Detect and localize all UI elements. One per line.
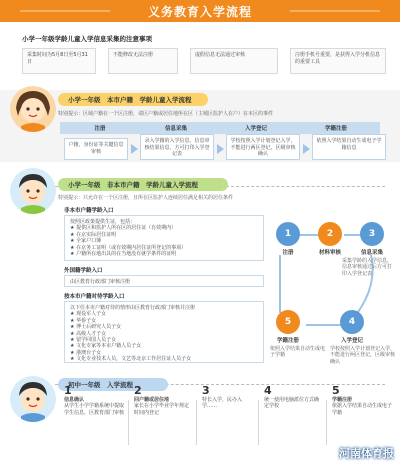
step-separator [128,400,129,445]
junior-step [202,384,254,410]
junior-step-number: 5 [332,384,340,397]
cycle-note: 依照入学结果自动生成电子学籍 [270,346,326,359]
step-label: 注册 [94,126,106,132]
flow-arrow-icon [131,144,138,154]
notes-row [0,48,400,76]
page-title: 义务教育入学流程 [147,5,252,19]
note-item: 不能修改无法注册 [108,48,178,74]
panel-line: ★ 户籍所在地出具的在当地没有就学条件的证明 [70,251,177,258]
junior-step-title: 学籍注册 [332,396,353,403]
junior-step-text: 家长在小学毕业学年规定时间内登记 [134,403,190,416]
panel-line: ★ 高级人才子女 [70,330,107,337]
junior-step-number: 3 [202,384,210,397]
junior-step-text: 依据入学结果自动生成电子学籍 [332,403,393,416]
flow-step-box: 户籍，身份证等关键信息审核 [64,138,128,160]
flow-step-box: 录入学籍的入学信息，信息审核结果信息，方可打印入学登记表 [140,134,214,160]
title-bar [0,0,400,22]
step-label: 学籍注册 [324,126,347,132]
panel-line: ★ 全家户口簿 [70,238,102,245]
hmt-entry-panel [64,301,264,363]
cycle-step-label: 学籍注册 [276,338,299,344]
junior-step [134,384,192,416]
cycle-step-label: 注册 [282,250,294,256]
junior-step-title: 信息确认 [64,396,85,403]
girl-avatar-icon [10,86,56,132]
panel-line: 由区教育行政部门审核注册 [70,279,131,285]
note-item: 虚假信息无法通过审核 [190,48,278,74]
panel-line: ★ 文化专业技术人员，文艺等北京工作居住证人员子女 [70,356,192,363]
flow-step-box: 依照入学结果自动生成电子学籍信息 [312,134,386,160]
foreign-entry-panel [64,275,264,287]
flow-arrow-icon [303,144,310,154]
step-label: 入学登记 [244,126,267,132]
junior-step-number: 2 [134,384,142,397]
cycle-step-circle: 5 [276,310,300,334]
nonlocal-entry-panel [64,215,264,261]
panel-line: ★ 在京实际居住证明 [70,231,117,238]
notes-heading: 小学一年级学龄儿童入学信息采集的注意事项 [22,35,152,43]
panel-line: ★ 提供区和监护人所在区的居住证（有效期内） [70,225,177,232]
step-separator [196,400,197,445]
watermark-logo: 河南体育报 [339,447,394,460]
panel-line: ★ 华侨子女 [70,317,97,324]
note-item: 采集时间为5月8日至5月31日 [22,48,96,74]
panel-line: ★ 博士后研究人员子女 [70,324,122,331]
junior-step-text: 从学生小学学籍系统中提取学生信息，区教育部门审核 [64,403,125,416]
panel-line: ★ 文化专家等本市户籍人员子女 [70,343,142,350]
section-nonlocal-banner: 小学一年级 非本市户籍 学龄儿童入学流程 [58,178,228,191]
junior-step-text: 统一使用电脑派位方式确定学校 [264,396,320,409]
section-junior-banner: 初中一年级 入学流程 [58,378,168,391]
cycle-step-circle: 1 [276,222,300,246]
flow-arrow-icon [217,144,224,154]
section-local-banner: 小学一年级 本市户籍 学龄儿童入学流程 [58,93,208,106]
section-local-special-note: 特别提示：区域户籍在一个区注册，请区户籍或居住地所在区（主城区监护人在户）在本区的事件 [58,111,274,117]
section-nonlocal-special-note: 特别提示：只允许在一个区注册，且所在区监护人连续居住满足相关的居住条件 [58,195,234,201]
note-item: 注册手机号重要，是获得入学分机信息的重要工具 [290,48,386,74]
hmt-entry-title: 按本市户籍对待学龄入口 [64,294,125,300]
panel-line: ★ 港澳台子女 [70,349,102,356]
panel-line: ★ 在京务工证明（或有效期内居住证所登记的事项） [70,244,187,251]
junior-step-number: 1 [64,384,72,397]
junior-step [264,384,322,410]
cycle-step-circle: 4 [340,310,364,334]
junior-step-title: 回户籍或居住地 [134,396,170,403]
junior-step [332,384,393,416]
step-separator [258,400,259,445]
boy-avatar-icon [10,168,56,214]
cycle-note: 学校按照入学计划登记入学，不能进行两区登记，区级审核确认 [330,346,396,365]
foreign-entry-title: 外国籍学龄入口 [64,268,103,274]
junior-step-number: 4 [264,384,272,397]
cycle-step-label: 入学登记 [340,338,363,344]
cycle-step-label: 材料审核 [318,250,341,256]
cycle-step-circle: 3 [360,222,384,246]
cycle-step-circle: 2 [318,222,342,246]
student-avatar-icon [10,376,56,422]
panel-line: ★ 现役军人子女 [70,311,107,318]
panel-line: 以下任本市户籍对待的情形由区教育行政部门审核并注册 [70,305,196,311]
nonlocal-entry-title: 非本市户籍学龄入口 [64,208,114,214]
junior-step-text: 特长入学，民办入学…… [202,396,243,409]
cycle-note: 采集学龄的入学信息，信息审核通过后方可打印入学登记表 [342,258,393,277]
panel-line: 按照区政策提供生证，包括： [70,219,136,225]
cycle-step-label: 信息采集 [360,250,383,256]
step-separator [326,400,327,445]
step-label: 信息采集 [164,126,187,132]
flow-step-box: 学校按照入学计划登记入学，不能进行两区登记，区级审核确认 [226,134,300,160]
panel-line: ★ 留学回国人员子女 [70,337,117,344]
